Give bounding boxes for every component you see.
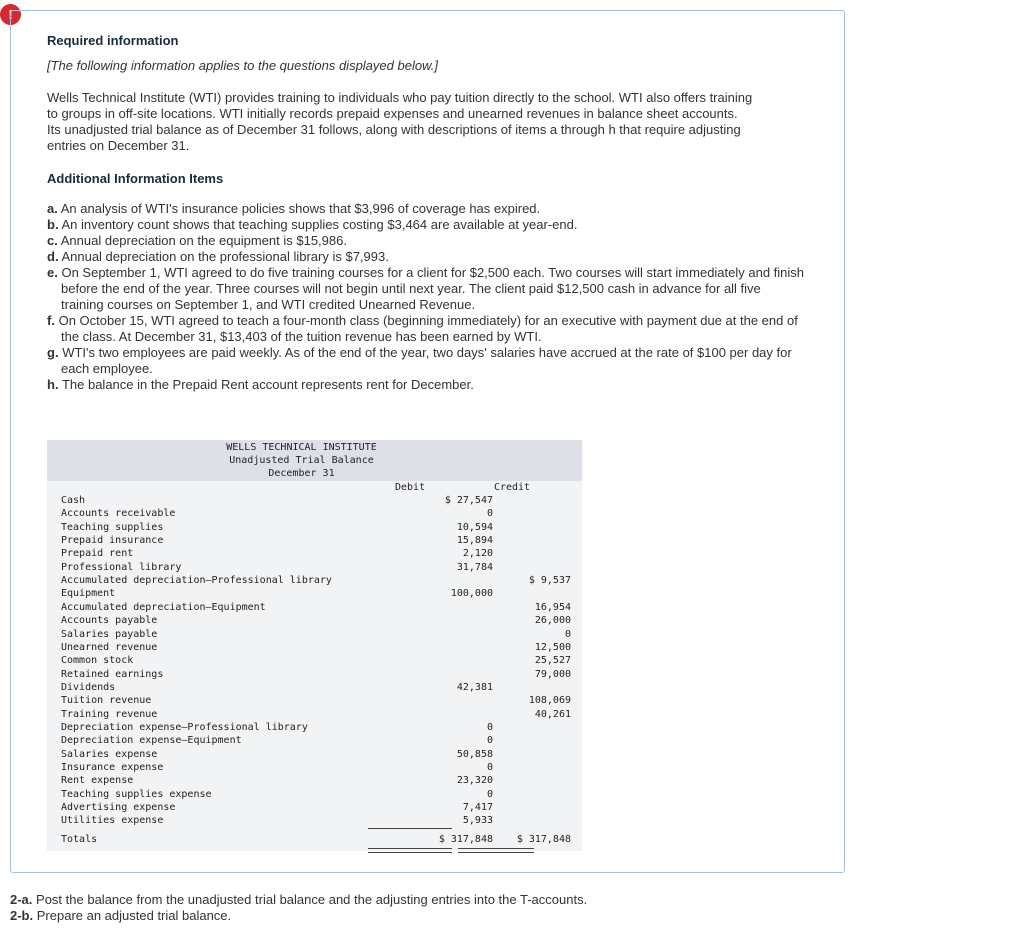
account-name: Rent expense [61, 775, 134, 787]
additional-items-list [47, 201, 807, 393]
table-row [61, 761, 581, 774]
table-row [61, 774, 581, 787]
debit-amount: $ 27,547 [444, 495, 493, 506]
table-row [61, 641, 581, 654]
debit-column-header: Debit [395, 482, 426, 493]
account-name: Salaries payable [61, 628, 158, 640]
table-row [61, 708, 581, 721]
list-item: d. Annual depreciation on the professional library is $7,993. [47, 249, 389, 264]
table-row [61, 547, 581, 560]
list-item: e. On September 1, WTI agreed to do five training courses for a client for $2,500 each. Two courses will start immediately and finish before the end of the year. Three courses will not begin until next year. The client paid $12,500 cash in advance for all five training courses on September 1, and WTI credited Unearned Revenue. [47, 265, 805, 312]
debit-total-double-rule [368, 848, 452, 853]
account-name: Cash [61, 495, 86, 506]
account-name: Teaching supplies [61, 521, 164, 533]
account-name: Dividends [61, 681, 116, 693]
credit-amount: 79,000 [534, 668, 571, 680]
additional-info-title: Additional Information Items [47, 171, 224, 186]
account-name: Insurance expense [61, 762, 164, 773]
debit-amount: 5,933 [462, 815, 493, 827]
account-name: Retained earnings [61, 668, 164, 680]
table-row [61, 614, 581, 627]
account-name: Prepaid rent [61, 548, 134, 560]
credit-amount: 12,500 [534, 641, 571, 653]
table-row [61, 494, 581, 507]
totals-credit: $ 317,848 [516, 834, 571, 845]
debit-subtotal-rule [368, 828, 452, 829]
account-name: Unearned revenue [61, 641, 158, 653]
credit-amount: 26,000 [534, 615, 571, 627]
account-name: Accumulated depreciation—Professional library [61, 575, 332, 587]
list-item: b. An inventory count shows that teaching supplies costing $3,464 are available at year-end. [47, 217, 578, 232]
account-name: Utilities expense [61, 815, 164, 827]
credit-total-double-rule [458, 848, 534, 853]
table-row [61, 507, 581, 520]
account-name: Salaries expense [61, 748, 158, 760]
debit-amount: 100,000 [450, 588, 493, 600]
account-name: Training revenue [61, 708, 158, 720]
credit-amount: 16,954 [534, 601, 571, 613]
list-item: a. An analysis of WTI's insurance policies shows that $3,996 of coverage has expired. [47, 201, 541, 216]
debit-amount: 10,594 [456, 521, 493, 533]
table-row [61, 801, 581, 814]
report-name: Unadjusted Trial Balance [229, 455, 374, 466]
account-name: Prepaid insurance [61, 535, 164, 547]
account-name: Advertising expense [61, 802, 176, 814]
debit-amount: 42,381 [456, 681, 493, 693]
account-name: Tuition revenue [61, 695, 152, 707]
totals-debit: $ 317,848 [438, 834, 493, 845]
account-name: Teaching supplies expense [61, 788, 212, 800]
debit-amount: 50,858 [456, 748, 493, 760]
table-row [61, 668, 581, 681]
credit-amount: 108,069 [528, 695, 571, 707]
credit-column-header: Credit [493, 482, 531, 493]
paragraph-line: Wells Technical Institute (WTI) provides training to individuals who pay tuition directly to the school. WTI also offers training [47, 90, 753, 105]
paragraph-line: Its unadjusted trial balance as of December 31 follows, along with descriptions of items a through h that require adjusting [47, 122, 741, 137]
table-row [61, 587, 581, 600]
company-name: WELLS TECHNICAL INSTITUTE [226, 442, 377, 453]
report-date: December 31 [268, 468, 335, 479]
debit-amount: 2,120 [462, 548, 493, 560]
paragraph-line: to groups in off-site locations. WTI initially records prepaid expenses and unearned revenues in balance sheet accounts. [47, 106, 738, 121]
totals-row [61, 833, 581, 846]
credit-amount: 0 [564, 628, 571, 640]
question-2a: 2-a. Post the balance from the unadjusted trial balance and the adjusting entries into the T-accounts. [10, 892, 588, 907]
table-row [61, 694, 581, 707]
required-info-title: Required information [47, 33, 179, 48]
table-row [61, 814, 581, 827]
table-row [61, 574, 581, 587]
debit-amount: 0 [486, 788, 493, 800]
list-item: f. On October 15, WTI agreed to teach a four-month class (beginning immediately) for an executive with payment due at the end of the class. At December 31, $13,403 of the tuition revenue has been earned by WTI. [47, 313, 798, 344]
list-item: h. The balance in the Prepaid Rent account represents rent for December. [47, 377, 474, 392]
debit-amount: 15,894 [456, 535, 493, 547]
table-row [61, 601, 581, 614]
credit-amount: $ 9,537 [528, 575, 571, 587]
table-row [61, 721, 581, 734]
table-row [61, 748, 581, 761]
table-row [61, 521, 581, 534]
table-row [61, 654, 581, 667]
account-name: Depreciation expense—Professional library [61, 721, 308, 733]
table-row [61, 681, 581, 694]
totals-label: Totals [61, 834, 98, 845]
debit-amount: 31,784 [456, 561, 493, 573]
paragraph-line: entries on December 31. [47, 138, 190, 153]
debit-amount: 0 [486, 735, 493, 747]
account-name: Professional library [61, 561, 182, 573]
description-paragraph [47, 90, 817, 154]
account-name: Depreciation expense—Equipment [61, 735, 242, 747]
account-name: Accumulated depreciation—Equipment [61, 601, 266, 613]
debit-amount: 0 [486, 762, 493, 773]
account-name: Accounts receivable [61, 508, 176, 520]
credit-amount: 40,261 [534, 708, 571, 720]
table-row [61, 788, 581, 801]
account-name: Common stock [61, 655, 134, 667]
table-row [61, 628, 581, 641]
table-row [61, 734, 581, 747]
intro-note: [The following information applies to the questions displayed below.] [47, 58, 438, 73]
question-2b: 2-b. Prepare an adjusted trial balance. [10, 908, 232, 923]
account-name: Equipment [61, 588, 116, 600]
debit-amount: 0 [486, 508, 493, 520]
list-item: c. Annual depreciation on the equipment is $15,986. [47, 233, 347, 248]
table-row [61, 561, 581, 574]
account-name: Accounts payable [61, 615, 158, 627]
table-row [61, 534, 581, 547]
debit-amount: 0 [486, 721, 493, 733]
credit-amount: 25,527 [534, 655, 571, 667]
debit-amount: 23,320 [456, 775, 493, 787]
alert-icon: ! [0, 4, 21, 25]
debit-amount: 7,417 [462, 802, 493, 814]
list-item: g. WTI's two employees are paid weekly. As of the end of the year, two days' salaries have accrued at the rate of $100 per day for each employee. [47, 345, 792, 376]
